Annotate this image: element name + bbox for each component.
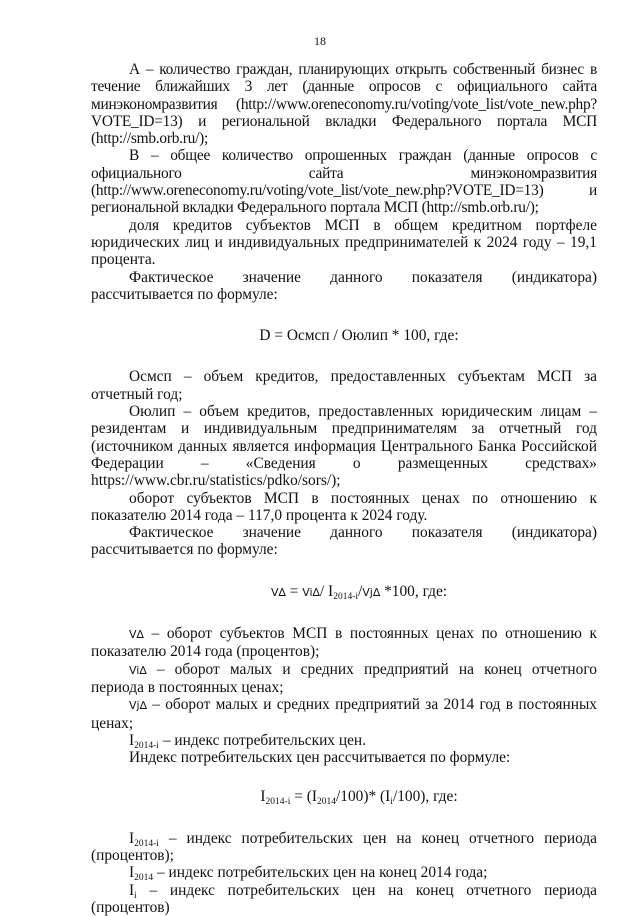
i-subscript: 2014-i [134,740,159,751]
formula-v-symbol: V∆ [270,585,286,599]
paragraph-ii-definition [91,882,597,916]
v-definition-text: – оборот субъектов МСП в постоянных ценах по отношению к показателю 2014 года (процентов); [91,625,598,661]
formula-i-left-base: I [260,788,266,806]
formula-i-mid-subscript: 2014 [317,797,336,808]
formula-i-left-subscript: 2014-i [265,797,291,808]
vj-symbol: Vj∆ [129,699,147,713]
page-number: 18 [314,34,326,48]
paragraph-fact-value-2: Фактическое значение данного показателя (индикатора) рассчитывается по формуле: [91,524,597,559]
paragraph-oyulip-definition: Оюлип – объем кредитов, предоставленных юридическим лицам – резидентам и индивидуальным предпринимателям за отчетный год (источником данных является информация Центрального Банка Российской Федерации – «Сведения о размещенных средствах» https://www.cbr.ru/statistics/pdko/sors/); [91,403,597,490]
formula-vi-symbol: Vi∆ [302,585,320,599]
paragraph-b-definition: В – общее количество опрошенных граждан (данные опросов с официального сайта минэкономразвития (http://www.oreneconomy.ru/voting/vote_list/vote_new.php?VOTE_ID=13) и региональной вкладки Федерального портала МСП (http://smb.orb.ru/); [91,147,597,217]
formula-i-eq: = ( [290,788,312,806]
formula-i-mid-base: I [311,788,317,806]
formula-d: D = Осмсп / Оюлип * 100, где: [259,327,459,345]
formula-i-right-subscript: i [390,797,393,808]
i2014i-symbol: I [129,829,135,847]
vi-definition-text: – оборот малых и средних предприятий на конец отчетного периода в постоянных ценах; [91,660,597,696]
formula-i-div: /100)* ( [336,788,386,806]
i2014-subscript: 2014 [134,873,154,884]
paragraph-i2014-definition [91,864,597,884]
formula-i-base: I [328,582,334,600]
ii-symbol: I [129,881,135,899]
formula-vj-symbol: Vj∆ [362,585,381,599]
i2014-symbol: I [129,864,135,882]
paragraph-i2014i-short-definition [91,732,597,749]
i-symbol: I [129,731,135,749]
paragraph-credit-share: доля кредитов субъектов МСП в общем кредитном портфеле юридических лиц и индивидуальных предпринимателей к 2024 году – 19,1 процента. [91,216,597,269]
i2014i-subscript: 2014-i [134,838,159,849]
formula-v: V∆ = Vi∆/ $I_{2014-i}/Vj\Delta$ *100, где: [270,582,448,602]
vj-definition-text: – оборот малых и средних предприятий за 2014 год в постоянных ценах; [91,696,597,732]
ii-subscript: i [134,890,137,901]
i2014i-short-definition-text: – индекс потребительских цен. [162,731,366,749]
formula-i-right-base: I [385,788,391,806]
paragraph-i2014i-long-definition [91,830,597,865]
paragraph-vi-definition [91,661,597,697]
ii-definition-text: – индекс потребительских цен на конец отчетного периода (процентов) [91,881,597,916]
formula-i-tail: /100), где: [392,788,458,806]
paragraph-turnover: оборот субъектов МСП в постоянных ценах по отношению к показателю 2014 года – 117,0 процента к 2024 году. [91,489,597,524]
i2014-definition-text: – индекс потребительских цен на конец 2014 года; [157,864,488,882]
paragraph-v-definition [91,625,597,661]
i2014i-long-definition-text: – индекс потребительских цен на конец отчетного периода (процентов); [91,829,597,864]
page-content [91,61,597,916]
paragraph-fact-value-1: Фактическое значение данного показателя (индикатора) рассчитывается по формуле: [91,268,597,303]
paragraph-cpi-intro: Индекс потребительских цен рассчитывается по формуле: [129,749,511,767]
formula-i-subscript: 2014-i [333,591,358,602]
paragraph-vj-definition [91,696,597,732]
formula-i [91,788,597,808]
paragraph-osmsp-definition: Осмсп – объем кредитов, предоставленных субъектам МСП за отчетный год; [91,368,597,403]
formula-v-tail: *100, где: [384,582,448,600]
paragraph-a-definition: А – количество граждан, планирующих открыть собственный бизнес в течение ближайших 3 лет (данные опросов с официального сайта минэкономразвития (http://www.oreneconomy.ru/voting/vote_list/vote_new.php?VOTE_ID=13) и региональной вкладки Федерального портала МСП (http://smb.orb.ru/); [91,61,597,148]
vi-symbol: Vi∆ [129,663,147,677]
v-symbol: V∆ [129,628,144,642]
